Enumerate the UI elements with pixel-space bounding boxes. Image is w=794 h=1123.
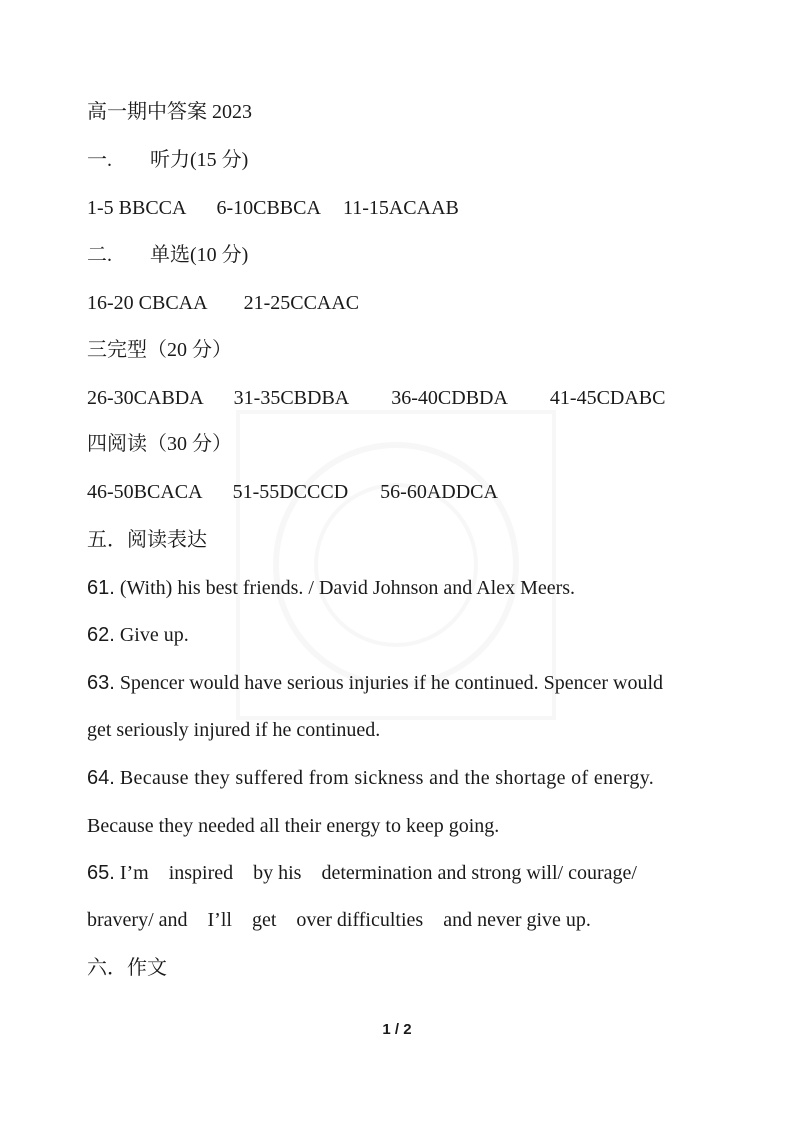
answer-65	[87, 859, 637, 887]
answer-group: 56-60ADDCA	[380, 481, 498, 503]
answer-text: Give up.	[119, 624, 189, 646]
reading-answers	[87, 478, 498, 506]
listening-answers	[87, 194, 459, 222]
page-title: 高一期中答案 2023	[87, 101, 252, 123]
question-number: 64.	[87, 767, 115, 789]
answer-group: 11-15ACAAB	[342, 197, 459, 219]
single-choice-answers	[87, 289, 359, 317]
answer-62	[87, 621, 189, 649]
question-number: 62.	[87, 624, 115, 646]
answer-63-continued: get seriously injured if he continued.	[87, 719, 381, 741]
section-writing-heading: 六．作文	[87, 957, 167, 979]
answer-group: 1-5 BBCCA	[87, 197, 187, 219]
section-reading-expression-heading: 五．阅读表达	[87, 529, 207, 551]
question-number: 61.	[87, 577, 115, 599]
section-cloze-heading: 三完型（20 分）	[87, 339, 232, 361]
answer-group: 21-25CCAAC	[243, 292, 360, 314]
answer-61	[87, 574, 575, 602]
page-number: 1 / 2	[382, 1021, 412, 1038]
answer-group: 26-30CABDA	[87, 387, 204, 409]
section-title: 听力(15 分)	[150, 149, 249, 171]
answer-65-continued: bravery/ and I’ll get over difficulties and never give up.	[87, 909, 591, 931]
section-listening-heading	[87, 146, 248, 174]
answer-text: Because they suffered from sickness and the shortage of energy.	[119, 767, 655, 789]
question-number: 65.	[87, 862, 115, 884]
question-number: 63.	[87, 672, 115, 694]
answer-64-continued: Because they needed all their energy to keep going.	[87, 815, 500, 837]
section-reading-heading: 四阅读（30 分）	[87, 433, 232, 455]
answer-group: 16-20 CBCAA	[87, 292, 208, 314]
section-single-choice-heading	[87, 241, 248, 269]
answer-text: I’m inspired by his determination and strong will/ courage/	[119, 862, 637, 884]
answer-text: Spencer would have serious injuries if he continued. Spencer would	[119, 672, 664, 694]
answer-group: 41-45CDABC	[549, 387, 666, 409]
section-title: 单选(10 分)	[150, 244, 249, 266]
section-number: 二.	[87, 244, 112, 266]
answer-group: 46-50BCACA	[87, 481, 203, 503]
answer-group: 51-55DCCCD	[232, 481, 349, 503]
answer-63	[87, 669, 663, 697]
answer-text: (With) his best friends. / David Johnson and Alex Meers.	[119, 577, 576, 599]
section-number: 一.	[87, 149, 112, 171]
cloze-answers	[87, 384, 666, 412]
answer-group: 31-35CBDBA	[233, 387, 350, 409]
answer-group: 6-10CBBCA	[216, 197, 321, 219]
answer-group: 36-40CDBDA	[391, 387, 508, 409]
answer-64	[87, 764, 654, 792]
